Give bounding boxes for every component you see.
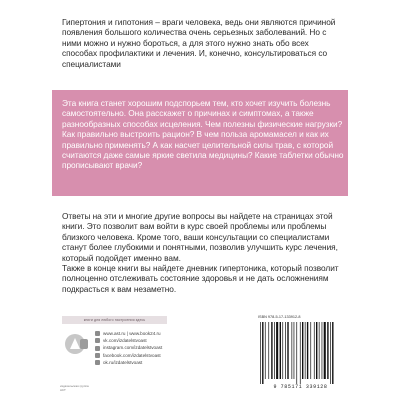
link-text: instagram.com/izdatelstvoast bbox=[103, 345, 163, 351]
barcode-bar bbox=[292, 322, 293, 379]
barcode-bar bbox=[300, 322, 301, 384]
link-text: www.ast.ru | www.book24.ru bbox=[103, 331, 161, 336]
highlight-paragraph: Эта книга станет хорошим подспорьем тем, кто хочет изучить болезнь самостоятельно. Она расскажет о причинах и симптомах, а также разнообразных способах исцеления. Чем полезны физические нагрузки? Как правильно выстроить рацион? В чем польза аромамасел и как их правильно применять? А как насчет целительной силы трав, с которой считаются даже самые яркие светила медицины? Какие таблетки обычно прописывают врачи? bbox=[62, 98, 344, 171]
barcode-bar bbox=[265, 322, 266, 379]
answers-section bbox=[62, 211, 344, 294]
facebook-icon bbox=[95, 353, 100, 358]
link-text: vk.com/izdatelstvoast bbox=[103, 338, 147, 344]
link-row[interactable] bbox=[95, 344, 190, 351]
diary-paragraph: Также в конце книги вы найдете дневник гипертоника, который позволит полноценно отслеживать состояние здоровья и не дать осложнениям подкрасться к вам незаметно. bbox=[62, 263, 339, 294]
barcode-bar bbox=[287, 322, 288, 379]
barcode bbox=[258, 322, 343, 384]
barcode-bar bbox=[271, 322, 272, 379]
globe-icon bbox=[95, 331, 100, 336]
footer-band: книги для любого настроения здесь bbox=[62, 316, 167, 324]
barcode-bar bbox=[316, 322, 317, 379]
publisher-tagline: издательская группа АСТ bbox=[60, 384, 89, 392]
publisher-links bbox=[95, 330, 190, 366]
link-row[interactable] bbox=[95, 337, 190, 344]
barcode-bar bbox=[285, 322, 286, 379]
link-row[interactable] bbox=[95, 330, 190, 337]
barcode-bar bbox=[260, 322, 261, 384]
barcode-digits: 9 785171 339128 bbox=[273, 384, 328, 390]
publisher-logo bbox=[64, 333, 90, 355]
barcode-bar bbox=[332, 322, 333, 384]
barcode-bar bbox=[294, 322, 295, 379]
barcode-bar bbox=[305, 322, 306, 379]
link-text: ok.ru/izdatelstvoast bbox=[103, 359, 143, 365]
barcode-bar bbox=[324, 322, 326, 379]
barcode-bar bbox=[262, 322, 263, 384]
barcode-bar bbox=[322, 322, 323, 379]
barcode-bar bbox=[319, 322, 320, 379]
barcode-bar bbox=[280, 322, 281, 379]
barcode-bar bbox=[296, 322, 297, 384]
barcode-bar bbox=[302, 322, 303, 379]
barcode-bar bbox=[330, 322, 331, 384]
answers-paragraph: Ответы на эти и многие другие вопросы вы найдете на страницах этой книги. Это позволит вам войти в курс своей проблемы или проблемы близкого человека. Кроме того, ваши консультации со специалистами станут более глубокими и понятными, позволив улучшить курс лечения, который подойдет именно вам. bbox=[62, 211, 338, 263]
barcode-bar bbox=[327, 322, 328, 379]
instagram-icon bbox=[95, 346, 100, 351]
link-text: facebook.com/izdatelstvoast bbox=[103, 352, 161, 358]
barcode-bar bbox=[310, 322, 311, 379]
barcode-bar bbox=[307, 322, 308, 379]
barcode-bar bbox=[274, 322, 275, 379]
link-row[interactable] bbox=[95, 359, 190, 366]
intro-paragraph: Гипертония и гипотония – враги человека, ведь они являются причиной появления большого количества очень серьезных заболеваний. Но с ними можно и нужно бороться, а для этого нужно знать обо всех способах профилактики и лечения. И, конечно, консультироваться со специалистами bbox=[62, 17, 336, 69]
barcode-bar bbox=[268, 322, 269, 379]
ok-icon bbox=[95, 360, 100, 365]
isbn-label: ISBN 978-5-17-133912-8 bbox=[258, 315, 301, 319]
barcode-bar bbox=[314, 322, 315, 379]
book-back-cover bbox=[52, 0, 348, 400]
link-row[interactable] bbox=[95, 352, 190, 359]
barcode-bar bbox=[276, 322, 278, 379]
highlight-box bbox=[52, 90, 348, 196]
barcode-bar bbox=[282, 322, 283, 379]
vk-icon bbox=[95, 338, 100, 343]
